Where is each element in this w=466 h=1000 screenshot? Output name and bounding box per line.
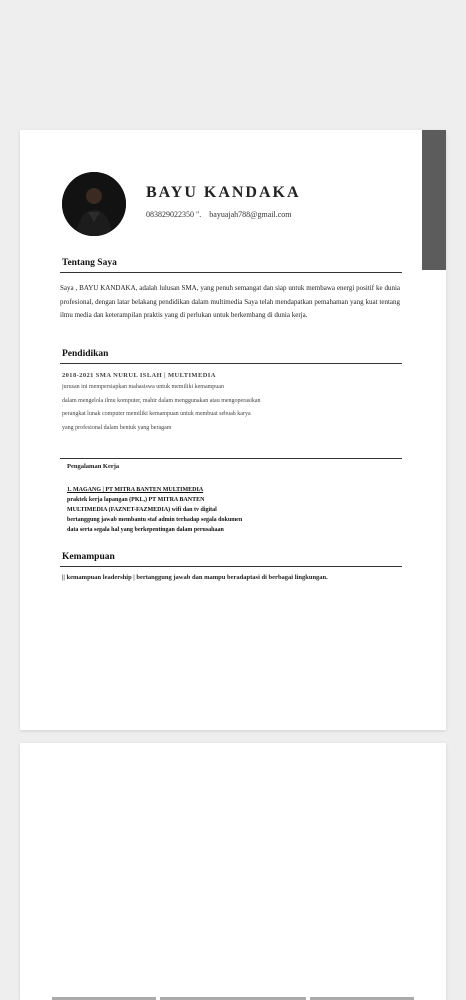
experience-entry-title: 1. MAGANG | PT MITRA BANTEN MULTIMEDIA: [67, 487, 204, 493]
skills-text: || kemampuan leadership | bertanggung jawab dan mampu beradaptasi di berbagai lingkungan.: [62, 574, 328, 581]
resume-page-2: [20, 743, 446, 1000]
about-text: Saya , BAYU KANDAKA, adalah lulusan SMA, yang penuh semangat dan siap untuk membawa energi positif ke dunia profesional, dengan latar belakang pendidikan dalam multimedia Saya telah mendapatkan pemahaman yang kuat tentang ilmu media dan keterampilan praktis yang di perlukan untuk berkembang di dunia kerja.: [60, 284, 400, 319]
education-divider: [60, 363, 402, 364]
education-description: [62, 381, 261, 435]
email-address: bayuajah788@gmail.com: [209, 210, 292, 219]
profile-photo: [62, 172, 126, 236]
experience-divider: [60, 458, 402, 459]
resume-page-1: [20, 130, 446, 730]
experience-line: bertanggung jawab membantu staf admin terhadap segala dokumen: [67, 517, 243, 523]
about-divider: [60, 272, 402, 273]
experience-line: MULTIMEDIA (FAZNET-FAZMEDIA) wifi dan tv digital: [67, 507, 217, 513]
education-heading: Pendidikan: [62, 349, 109, 359]
skills-heading: Kemampuan: [62, 552, 115, 562]
experience-line: praktek kerja lapangan (PKL,) PT MITRA BANTEN: [67, 497, 205, 503]
education-entry-title: 2018-2021 SMA NURUL ISLAH | MULTIMEDIA: [62, 372, 216, 379]
person-photo-icon: [62, 172, 126, 236]
resume-name: BAYU KANDAKA: [146, 184, 301, 201]
experience-line: data serta segala hal yang berkepentingan dalam perusahaan: [67, 527, 224, 533]
skills-divider: [60, 566, 402, 567]
experience-entry: [67, 485, 242, 535]
experience-heading: Pengalaman Kerja: [67, 463, 120, 470]
scrollbar-thumb[interactable]: [422, 130, 446, 270]
education-desc-line: jurusan ini mempersiapkan mahasiswa untuk memiliki kemampuan: [62, 384, 224, 390]
education-desc-line: perangkat lunak computer memiliki kemampuan untuk membuat sebuah karya: [62, 411, 251, 417]
contact-info: [146, 210, 292, 219]
about-heading: Tentang Saya: [62, 258, 117, 268]
phone-number: 083829022350 ".: [146, 210, 202, 219]
education-desc-line: yang profesional dalam bentuk yang beragam: [62, 424, 172, 431]
education-desc-line: dalam mengelola ilmu komputer, mahir dalam menggunakan atau mengoperasikan: [62, 397, 261, 404]
